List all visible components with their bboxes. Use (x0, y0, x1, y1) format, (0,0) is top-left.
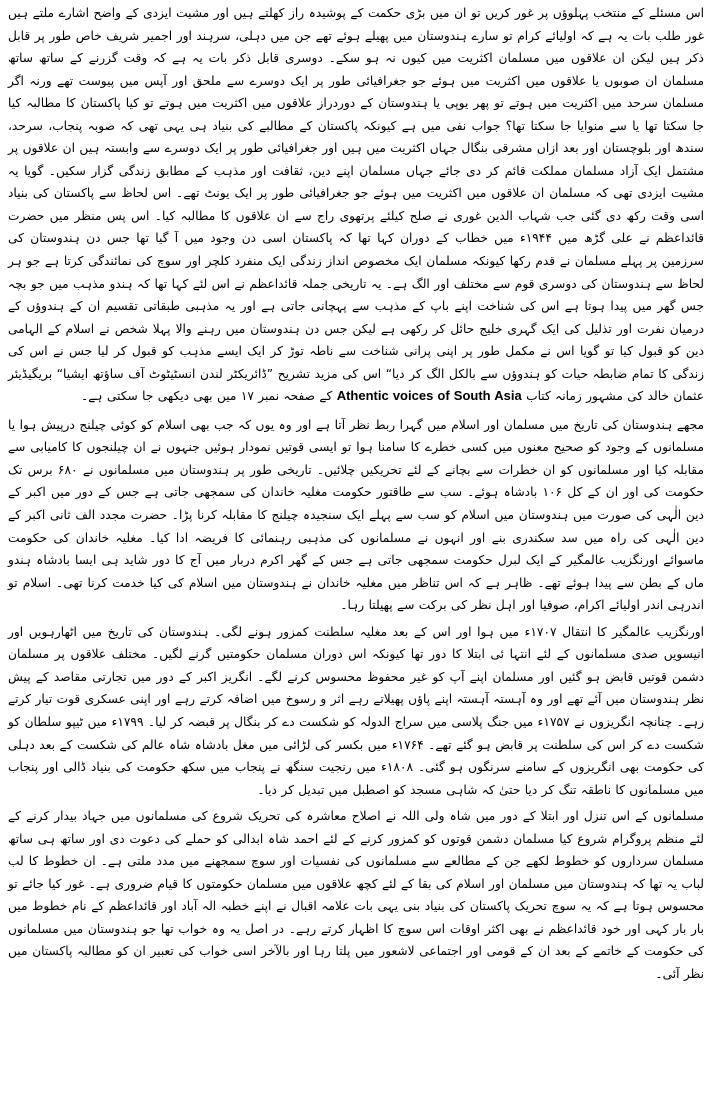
paragraph-1-text: اس مسئلے کے منتخب پہلوؤں پر غور کریں تو ان میں بڑی حکمت کے پوشیدہ راز کھلتے ہیں اور مشیت ایزدی کے واضح اشارے ملتے ہیں غور طلب بات یہ ہے کہ اولیائے کرام تو سارے ہندوستان میں پھیلے ہوئے تھے جن میں دہلی، سرہند اور اجمیر شریف خاص طور پر قابل ذکر ہیں لیکن ان علاقوں میں مسلمان اکثریت میں کیوں نہ ہو سکے۔ دوسری قابل ذکر بات یہ ہے کہ وقت گزرنے کے ساتھ ساتھ مسلمان ان صوبوں یا علاقوں میں اکثریت میں ہوئے جو جغرافیائی طور پر ایک دوسرے سے ملحق اور آپس میں پیوست تھے ورنہ اگر مسلمان سرحد میں اکثریت میں ہوتے تو پھر یوپی یا ہندوستان کے دوردراز علاقوں میں اکثریت میں ہوتے تو کیا پاکستان کا مطالبہ کیا جا سکتا تھا یا سے منوایا جا سکتا تھا؟ جواب نفی میں ہے کیونکہ پاکستان کے مطالبے کی بنیاد ہی یہی تھی کہ صوبہ پنجاب، سرحد، سندھ اور بلوچستان اور بعد ازاں مشرقی بنگال جہاں اکثریت میں ہیں اور جغرافیائی طور پر ایک دوسرے سے وابستہ ہیں ان علاقوں پر مشتمل ایک آزاد مسلمان مملکت قائم کر دی جائے جہاں مسلمان اپنے دین، ثقافت اور مذہب کے مطابق زندگی گزار سکیں۔ گویا یہ مشیت ایزدی تھی کہ مسلمان ان علاقوں میں اکثریت میں ہوئے جو جغرافیائی طور پر ایک یونٹ تھے۔ اس لحاظ سے پاکستان کی بنیاد اسی وقت رکھ دی گئی جب شہاب الدین غوری نے صلح کیلئے پرتھوی راج سے ان علاقوں کا مطالبہ کیا۔ اس پس منظر میں حضرت قائداعظم نے علی گڑھ میں ۱۹۴۴ء میں خطاب کے دوران کہا تھا کہ پاکستان اسی دن وجود میں آ گیا تھا جس دن ہندوستان کی سرزمین پر پہلے مسلمان نے قدم رکھا کیونکہ مسلمان ایک مخصوص انداز زندگی ایک منفرد کلچر اور سوچ کی نمائندگی کرتا ہے جو ہر لحاظ سے ہندوستان کی دوسری قوم سے مختلف اور الگ ہے۔ یہ تاریخی جملہ قائداعظم نے اس لئے کہا تھا کہ ہندو مذہب میں جو بچہ جس گھر میں پیدا ہوتا ہے اس کی شناخت اپنے باپ کے مذہب سے پہچانی جاتی ہے اور یہ مذہبی طبقاتی تقسیم ان کے ہندوؤں کے درمیان نفرت اور تذلیل کی ایک گہری خلیج حائل کر رکھی ہے لیکن جس دن ہندوستان میں رہنے والا پہلا شخص نے اسلام کے الہامی دین کو قبول کیا تو گویا اس نے مکمل طور پر اپنی پرانی شناخت سے ناطہ توڑ کر ایک ایسے مذہب کو قبول کر لیا جس نے اس کی زندگی کا تمام ضابطہ حیات کو ہندوؤں سے بالکل الگ کر دیا“ اس کی مزید تشریح ”ڈائریکٹر لندن انسٹیٹوٹ آف ساؤتھ ایشیا“ بریگیڈیئر عثمان خالد کی مشہور زمانہ کتاب (8, 6, 705, 404)
paragraph-4: مسلمانوں کے اس تنزل اور ابتلا کے دور میں شاہ ولی اللہ نے اصلاح معاشرہ کی تحریک شروع کی مسلمانوں میں جہاد بیدار کرنے کے لئے منظم پروگرام شروع کیا مسلمان دشمن قوتوں کو کمزور کرنے کے لئے احمد شاہ ابدالی کو حملے کی دعوت دی اور ساتھ ہی ساتھ مسلمان سرداروں کو خطوط لکھے جن کے مطالعے سے مسلمانوں کی نفسیات اور سوچ سمجھنے میں مدد ملتی ہے۔ ان خطوط کا لب لباب یہ تھا کہ ہندوستان میں مسلمان اور اسلام کی بقا کے لئے کچھ علاقوں میں مسلمان حکومتوں کا قیام ضروری ہے۔ غور کیا جائے تو محسوس ہوتا ہے کہ یہ سوچ تحریک پاکستان کی بنیاد بنی یہی بات علامہ اقبال نے اپنے خطبہ الہ آباد اور قائداعظم کے نام خطوط میں بار بار کہی اور خود قائداعظم نے بھی اکثر اوقات اس سوچ کا اظہار کرتے رہے۔ در اصل یہ وہ خواب تھا جو ہندوستان میں مسلمانوں کی حکومت کے خاتمے کے بعد ان کے قومی اور اجتماعی لاشعور میں پلتا رہا اور بالآخر اسی خواب کی تعبیر ان کو مطالبہ پاکستان میں نظر آئی۔ (8, 809, 704, 981)
paragraph-1 (8, 2, 704, 408)
paragraph-2: مجھے ہندوستان کی تاریخ میں مسلمان اور اسلام میں گہرا ربط نظر آتا ہے اور وہ یوں کہ جب بھی اسلام کو کوئی چیلنج درپیش ہوا یا مسلمانوں کے وجود کو صحیح معنوں میں کسی خطرے کا سامنا ہوا تو ایسی قوتیں نمودار ہوئیں جنہوں نے ان چیلنجوں کا کامیابی سے مقابلہ کیا اور مسلمانوں کو ان خطرات سے بچانے کے لئے تحریکیں چلائیں۔ تاریخی طور پر ہندوستان میں مسلمانوں نے ۶۸۰ برس تک حکومت کی اور ان کے کل ۱۰۶ بادشاہ ہوئے۔ سب سے طاقتور حکومت مغلیہ خاندان کی سمجھی جاتی ہے جس کے دور میں اکبر کے دین الٰہی کی صورت میں ہندوستان میں اسلام کو سب سے پہلے ایک سنجیدہ چیلنج کا مقابلہ کرنا پڑا۔ حضرت مجدد الف ثانی اکبر کے دین الٰہی کی راہ میں سد سکندری بنے اور انہوں نے مسلمانوں کی مذہبی رہنمائی کا فریضہ ادا کیا۔ مغلیہ خاندان کی حکومت ماسوائے اورنگزیب عالمگیر کے ایک لبرل حکومت سمجھی جاتی ہے جس کے گھر اکرم دربار میں آج کا دور شاید ہی ایسا بادشاہ ہندو ماں کے بطن سے پیدا ہوئے تھے۔ ظاہر ہے کہ اس تناظر میں مغلیہ خاندان نے ہندوستان میں اسلام کی کیا خدمت کرنا تھی۔ اسلام تو اندرہی اندر اولیائے اکرام، صوفیا اور اہل نظر کی برکت سے پھیلتا رہا۔ (8, 417, 705, 613)
book-title: Athentic voices of South Asia (336, 388, 522, 404)
paragraph-3: اورنگزیب عالمگیر کا انتقال ۱۷۰۷ء میں ہوا اور اس کے بعد مغلیہ سلطنت کمزور ہونے لگی۔ ہندوستان کی تاریخ میں اٹھارہویں اور انیسویں صدی مسلمانوں کے لئے انتہا ئی ابتلا کا دور تھا کیونکہ اس دوران مسلمان حکومتیں گرنے لگیں۔ مختلف علاقوں پر مسلمان دشمن قوتیں قابض ہو گئیں اور مسلمان اپنے آپ کو غیر محفوظ محسوس کرنے لگے۔ انگریز اکبر کے دور میں تجارتی مقاصد کے پیش نظر ہندوستان میں آئے تھے اور وہ آہستہ آہستہ اپنے پاؤں پھیلاتے رہے اثر و رسوخ میں اضافہ کرتے رہے اور اپنی عسکری قوت تیار کرتے رہے۔ چنانچہ انگریزوں نے ۱۷۵۷ء میں جنگ پلاسی میں سراج الدولہ کو شکست دے کر بنگال پر قبضہ کر لیا۔ ۱۷۹۹ء میں ٹیپو سلطان کو شکست دے کر اس کی سلطنت پر قابض ہو گئے تھے۔ ۱۷۶۴ء میں بکسر کی لڑائی میں مغل بادشاہ شاہ عالم کی شکست کے بعد دہلی کی حکومت بھی انگریزوں کے سامنے سرنگوں ہو گئی۔ ۱۸۰۸ء میں رنجیت سنگھ نے پنجاب میں سکھ حکومت کی بنیاد ڈالی اور پنجاب میں مسلمانوں کا ناطقہ تنگ کر دیا حتیٰ کہ شاہی مسجد کو اصطبل میں تبدیل کر دیا۔ (8, 624, 704, 797)
paragraph-1-ending: کے صفحہ نمبر ۱۷ میں بھی دیکھی جا سکتی ہے۔ (81, 389, 333, 404)
